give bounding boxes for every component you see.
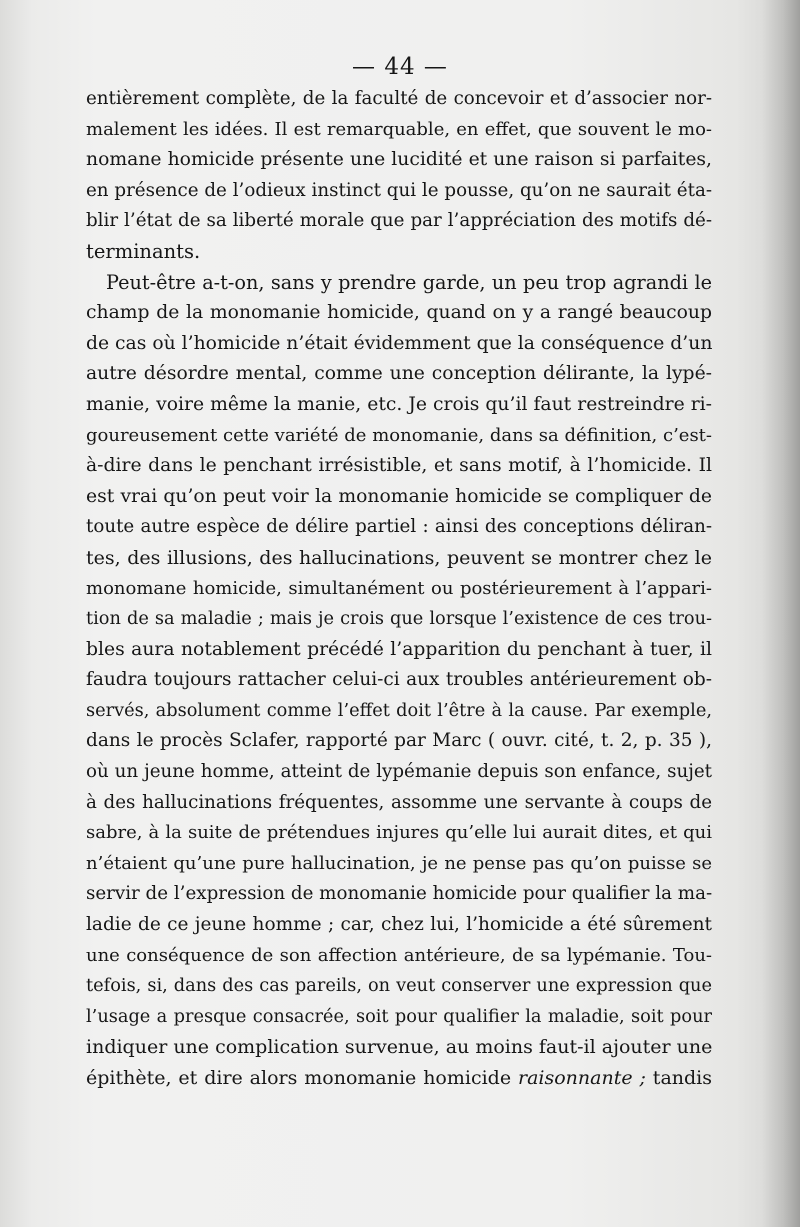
text-line: champ de la monomanie homicide, quand on y a rangé beaucoup: [86, 302, 712, 324]
text-line: terminants.: [86, 239, 201, 263]
text-line-last: [86, 1063, 712, 1094]
text-line: malement les idées. Il est remarquable, en effet, que souvent le mo-: [86, 118, 712, 140]
page-number: — 44 —: [352, 54, 448, 80]
text-line: manie, voire même la manie, etc. Je crois qu’il faut restreindre ri-: [86, 393, 712, 415]
text-line: dans le procès Sclafer, rapporté par Marc ( ouvr. cité, t. 2, p. 35 ),: [86, 730, 712, 752]
text-line: blir l’état de sa liberté morale que par l’appréciation des motifs dé-: [86, 210, 712, 232]
text-line: où un jeune homme, atteint de lypémanie depuis son enfance, sujet: [86, 761, 712, 783]
text-line: une conséquence de son affection antérieure, de sa lypémanie. Tou-: [86, 944, 712, 966]
text-line: indiquer une complication survenue, au moins faut-il ajouter une: [86, 1036, 713, 1059]
paragraph-start-line: Peut-être a-t-on, sans y prendre garde, un peu trop agrandi le: [106, 270, 712, 294]
body-text: [86, 84, 712, 1094]
text-line: est vrai qu’on peut voir la monomanie homicide se compliquer de: [86, 485, 712, 507]
text-line: tefois, si, dans des cas pareils, on veut conserver une expression que: [86, 976, 712, 997]
text-segment: épithète, et dire alors monomanie homicide: [86, 1067, 512, 1089]
text-line: goureusement cette variété de monomanie, dans sa définition, c’est-: [86, 424, 712, 446]
text-line: toute autre espèce de délire partiel : ainsi des conceptions déliran-: [86, 516, 712, 538]
italic-term: raisonnante ;: [518, 1067, 646, 1089]
text-line: n’étaient qu’une pure hallucination, je ne pense pas qu’on puisse se: [86, 852, 712, 874]
page-edge-shadow: [762, 0, 800, 1227]
text-line: entièrement complète, de la faculté de concevoir et d’associer nor-: [86, 88, 712, 109]
text-line: servés, absolument comme l’effet doit l’être à la cause. Par exemple,: [86, 700, 712, 721]
text-line: servir de l’expression de monomanie homicide pour qualifier la ma-: [86, 883, 713, 905]
text-line: sabre, à la suite de prétendues injures qu’elle lui aurait dites, et qui: [86, 822, 712, 844]
text-line: tion de sa maladie ; mais je crois que lorsque l’existence de ces trou-: [86, 609, 712, 630]
text-line: tes, des illusions, des hallucinations, peuvent se montrer chez le: [86, 546, 712, 569]
text-line: à-dire dans le penchant irrésistible, et sans motif, à l’homicide. Il: [86, 455, 712, 477]
text-line: bles aura notablement précédé l’apparition du penchant à tuer, il: [86, 638, 712, 660]
text-line: nomane homicide présente une lucidité et une raison si parfaites,: [86, 149, 712, 171]
text-segment: tandis: [645, 1067, 712, 1089]
text-line: faudra toujours rattacher celui-ci aux troubles antérieurement ob-: [86, 669, 712, 691]
text-line: l’usage a presque consacrée, soit pour qualifier la maladie, soit pour: [86, 1006, 712, 1027]
text-line: monomane homicide, simultanément ou postérieurement à l’appari-: [86, 577, 712, 599]
text-line: autre désordre mental, comme une conception délirante, la lypé-: [86, 363, 712, 385]
text-line: ladie de ce jeune homme ; car, chez lui, l’homicide a été sûrement: [86, 914, 712, 936]
text-line: à des hallucinations fréquentes, assomme une servante à coups de: [86, 791, 712, 813]
text-line: en présence de l’odieux instinct qui le pousse, qu’on ne saurait éta-: [86, 179, 712, 201]
text-line: de cas où l’homicide n’était évidemment que la conséquence d’un: [86, 332, 713, 354]
